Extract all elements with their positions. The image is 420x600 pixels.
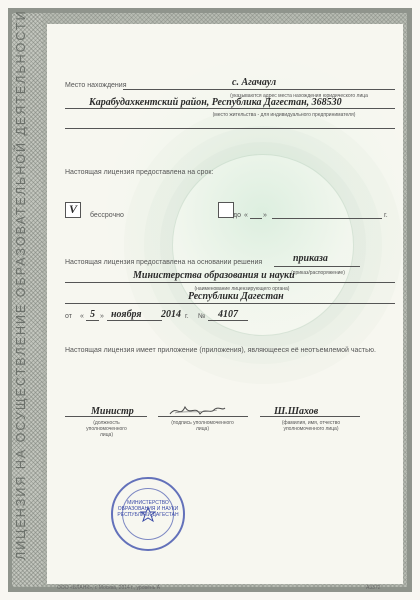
term-label: Настоящая лицензия предоставлена на срок: [65,169,214,176]
position-note: (должность уполномоченного лица) [86,420,127,438]
location-value-1: с. Агачаул [232,77,277,88]
signature-line [158,416,248,417]
decision-year-suffix: г. [185,313,189,320]
signer-name: Ш.Шахов [274,406,319,417]
checkbox-mark: V [69,202,78,216]
until-day-line [250,218,262,219]
decision-number-label: № [198,313,206,320]
location-line-2 [65,108,395,109]
decision-month: ноября [111,309,142,320]
background-watermark [172,154,354,336]
date-limited-checkbox[interactable] [218,202,234,218]
until-quote-close: » [263,212,267,219]
decision-day: 5 [90,309,95,320]
seal-text: МИНИСТЕРСТВО ОБРАЗОВАНИЯ И НАУКИ РЕСПУБЛИКИ ДАГЕСТАН [117,500,179,518]
authority-line-1 [65,282,395,283]
position-line [65,416,147,417]
decision-quote-open: « [80,313,84,320]
authority-value-2: Республики Дагестан [188,291,284,302]
location-label: Место нахождения [65,82,127,89]
basis-label: Настоящая лицензия предоставлена на основании решения [65,259,263,266]
location-note-2: (место жительства - для индивидуального предпринимателя) [212,112,356,118]
decision-month-line [107,320,162,321]
signature-note: (подпись уполномоченного лица) [171,420,234,432]
location-line-3 [65,128,395,129]
location-line-1 [123,89,395,90]
coat-of-arms-icon [140,507,156,523]
vertical-license-title: ЛИЦЕНЗИЯ НА ОСУЩЕСТВЛЕНИЕ ОБРАЗОВАТЕЛЬНОЙ ДЕЯТЕЛЬНОСТИ [14,9,28,560]
document-body [47,24,403,584]
decision-note: (приказ/распоряжение) [291,270,345,276]
decision-type-line [274,266,360,267]
decision-type: приказа [293,253,328,264]
authority-note: (наименование лицензирующего органа) [194,286,290,292]
decision-day-line [86,320,99,321]
from-label: от [65,313,72,320]
decision-quote-close: » [100,313,104,320]
authority-line-2 [65,303,395,304]
until-quote-open: « [244,212,248,219]
location-note-1: (указываются адрес места нахождения юридического лица [230,93,368,99]
decision-year: 2014 [161,309,181,320]
indefinite-label: бессрочно [90,212,124,219]
authority-value-1: Министерства образования и науки [133,270,295,281]
printer-note: ООО «БЛАНК», г. Москва, 2014 г., уровень А [57,585,161,591]
name-line [260,416,360,417]
official-seal [111,477,185,551]
until-date-line [272,218,382,219]
decision-number: 4107 [218,309,238,320]
until-label: до [233,212,241,219]
form-code: А3372 [366,585,381,591]
until-year-suffix: г. [384,212,388,219]
location-value-2: Карабудахкентский район, Республика Дагестан, 368530 [89,97,342,108]
appendix-text: Настоящая лицензия имеет приложение (приложения), являющееся её неотъемлемой частью. [65,347,376,354]
signer-position: Министр [91,406,134,417]
decision-number-line [208,320,248,321]
name-note: (фамилия, имя, отчество уполномоченного лица) [281,420,341,432]
